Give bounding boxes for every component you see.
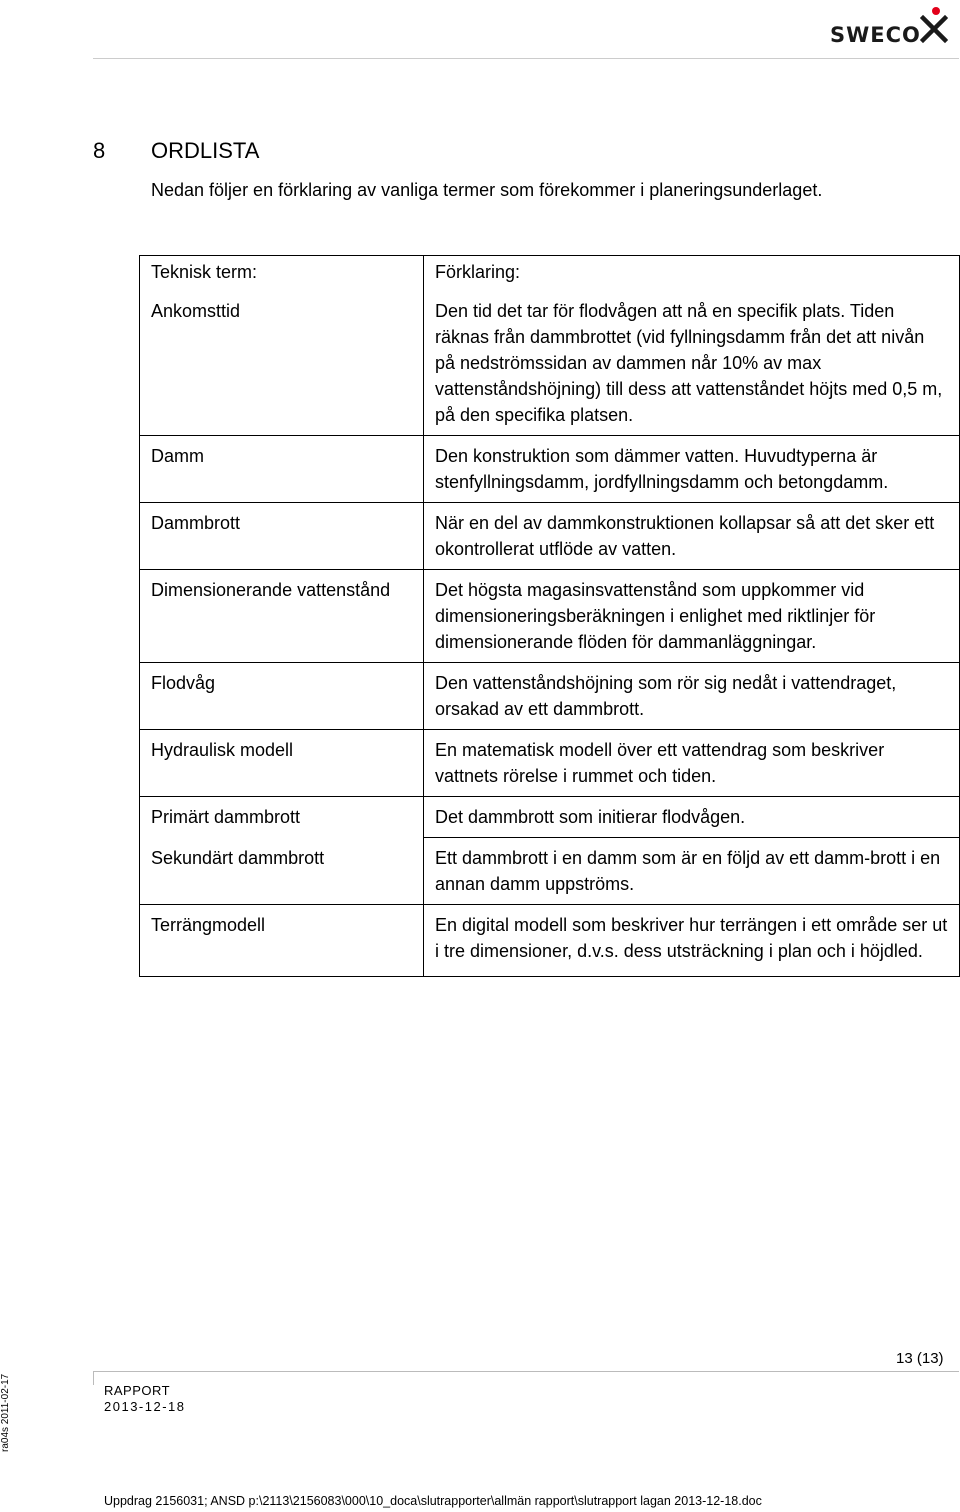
term-cell: Flodvåg	[140, 663, 424, 730]
definition-cell: Det dammbrott som initierar flodvågen.	[424, 797, 960, 838]
column-header-term: Teknisk term:	[140, 256, 424, 292]
column-header-definition: Förklaring:	[435, 262, 521, 282]
template-code: ra04s 2011-02-17	[0, 1373, 11, 1452]
table-row	[140, 730, 960, 797]
logo-text: SWECO	[830, 23, 921, 47]
section-intro: Nedan följer en förklaring av vanliga termer som förekommer i planeringsunderlaget.	[151, 180, 823, 200]
term-cell: Dammbrott	[140, 503, 424, 570]
header-rule	[93, 58, 959, 59]
term-cell: Hydraulisk modell	[140, 730, 424, 797]
glossary-table	[139, 255, 960, 977]
table-row	[140, 838, 960, 905]
table-row	[140, 797, 960, 838]
table-row	[140, 905, 960, 977]
table-row	[140, 503, 960, 570]
footer-tick	[93, 1371, 94, 1385]
page-number: 13 (13)	[896, 1350, 944, 1367]
definition-cell: När en del av dammkonstruktionen kollapsar så att det sker ett okontrollerat utflöde av vatten.	[424, 503, 960, 570]
definition-cell: Den tid det tar för flodvågen att nå en specifik plats. Tiden räknas från dammbrottet (vid fyllningsdamm från det att nivån på nedströmssidan av dammen når 10% av max vattenståndshöjning) till dess att vattenståndet höjts med 0,5 m, på den specifika platsen.	[424, 291, 960, 436]
definition-cell: En matematisk modell över ett vattendrag som beskriver vattnets rörelse i rummet och tiden.	[424, 730, 960, 797]
term-cell: Damm	[140, 436, 424, 503]
term-cell: Dimensionerande vattenstånd	[140, 570, 424, 663]
document-type: RAPPORT	[104, 1383, 171, 1398]
section-heading	[93, 138, 259, 164]
table-row	[140, 663, 960, 730]
table-row	[140, 436, 960, 503]
table-header-row	[140, 256, 960, 292]
term-cell: Terrängmodell	[140, 905, 424, 977]
sweco-logo	[826, 6, 952, 46]
definition-cell: Den konstruktion som dämmer vatten. Huvudtyperna är stenfyllningsdamm, jordfyllningsdamm och betongdamm.	[424, 436, 960, 503]
table-row	[140, 291, 960, 436]
footer-rule	[93, 1371, 959, 1372]
section-number: 8	[93, 138, 106, 163]
section-title: ORDLISTA	[151, 138, 260, 163]
assignment-path: Uppdrag 2156031; ANSD p:\2113\2156083\000\10_doca\slutrapporter\allmän rapport\slutrapport lagan 2013-12-18.doc	[104, 1494, 762, 1508]
term-cell: Primärt dammbrott	[140, 797, 424, 838]
definition-cell: Ett dammbrott i en damm som är en följd av ett damm-brott i en annan damm uppströms.	[424, 838, 960, 905]
sweco-figure-icon	[920, 6, 948, 44]
document-date: 2013-12-18	[104, 1399, 186, 1414]
term-cell: Ankomsttid	[140, 291, 424, 436]
term-cell: Sekundärt dammbrott	[140, 838, 424, 905]
definition-cell: Det högsta magasinsvattenstånd som uppkommer vid dimensioneringsberäkningen i enlighet med riktlinjer för dimensionerande flöden för dammanläggningar.	[424, 570, 960, 663]
definition-cell: En digital modell som beskriver hur terrängen i ett område ser ut i tre dimensioner, d.v.s. dess utsträckning i plan och i höjdled.	[435, 915, 948, 961]
definition-cell: Den vattenståndshöjning som rör sig nedåt i vattendraget, orsakad av ett dammbrott.	[424, 663, 960, 730]
table-row	[140, 570, 960, 663]
